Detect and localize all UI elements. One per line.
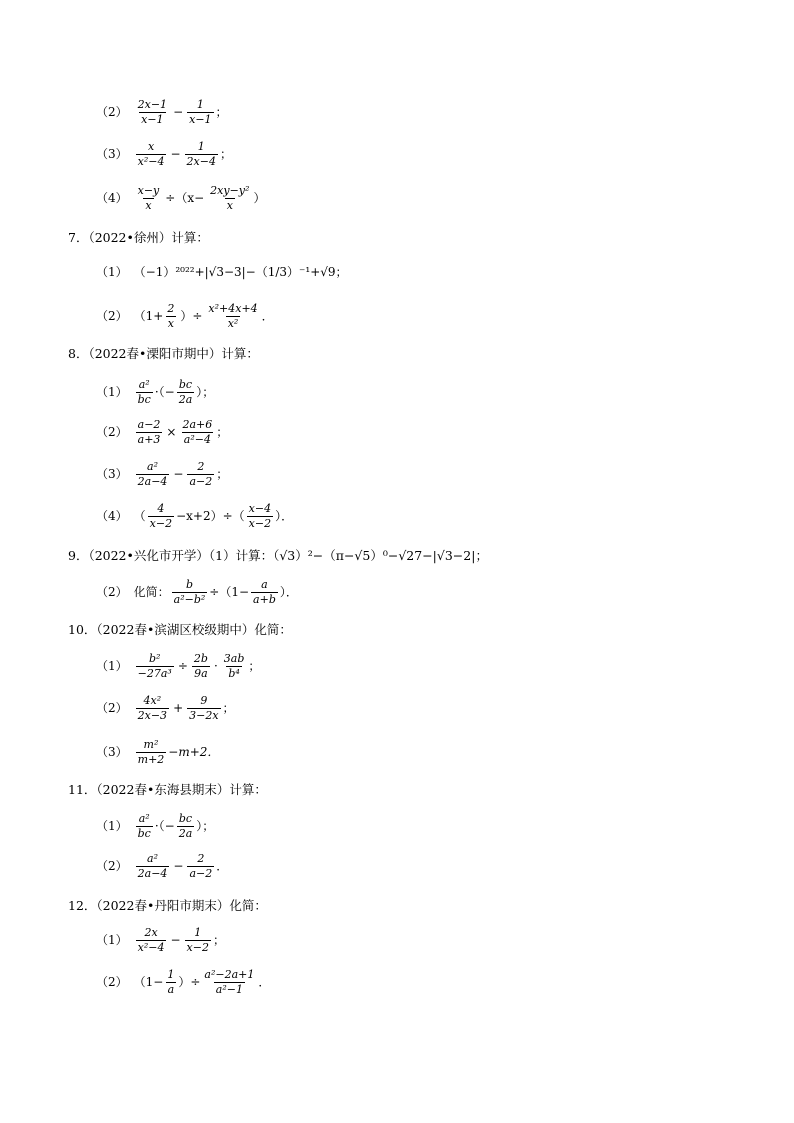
- fraction: $\frac{2}{x}$: [167, 302, 175, 330]
- fraction: $\frac{\text{2xy−y²}}{x}$: [210, 184, 250, 212]
- fraction: $\frac{2}{a-2}$: [189, 852, 213, 880]
- fraction: $\frac{\text{a²−2a+1}}{\text{a²−1}}$: [204, 968, 255, 996]
- fraction: $\frac{3ab}{\text{b⁴}}$: [223, 652, 245, 680]
- q10-item-1: （1） $\frac{\text{b²}}{\text{−27a³}}$ ÷ $\frac{2b}{9a}$ · $\frac{3ab}{\text{b⁴}}$ ；: [96, 652, 261, 680]
- q9-item-2: （2） 化简： $\frac{b}{\text{a²−b²}}$ ÷（1− $\frac{a}{a+b}$ ）．: [96, 578, 298, 606]
- prev-item-2: （2） $\frac{2x-1}{x-1}$ − $\frac{1}{x-1}$ ；: [96, 98, 228, 126]
- fraction: $\frac{1}{x-2}$: [186, 926, 209, 954]
- fraction: $\frac{\text{x²+4x+4}}{\text{x²}}$: [208, 302, 258, 330]
- fraction: $\frac{\text{4x²}}{2x-3}$: [137, 694, 168, 722]
- fraction: $\frac{1}{x-1}$: [189, 98, 212, 126]
- fraction: $\frac{2b}{9a}$: [193, 652, 208, 680]
- fraction: $\frac{bc}{2a}$: [178, 812, 193, 840]
- question-11-heading: 11．（2022春•东海县期末）计算：: [68, 782, 267, 797]
- question-12-heading: 12．（2022春•丹阳市期末）化简：: [68, 898, 267, 913]
- question-9-heading: 9．（2022•兴化市开学）（1）计算：（√3）²−（π−√5）⁰−√27−|√3−2|；: [68, 548, 488, 563]
- fraction: $\frac{9}{3-2x}$: [189, 694, 219, 722]
- q7-item-2: （2） （1+ $\frac{2}{x}$ ）÷ $\frac{\text{x²+4x+4}}{\text{x²}}$ ．: [96, 302, 274, 330]
- fraction: $\frac{x}{\text{x²−4}}$: [137, 140, 165, 168]
- fraction: $\frac{bc}{2a}$: [178, 378, 193, 406]
- question-8-heading: 8．（2022春•溧阳市期中）计算：: [68, 346, 259, 361]
- prev-item-4: （4） $\frac{x-y}{x}$ ÷（x− $\frac{\text{2xy−y²}}{x}$ ）: [96, 184, 266, 212]
- fraction: $\frac{\text{a²}}{bc}$: [137, 378, 151, 406]
- prev-item-3: （3） $\frac{x}{\text{x²−4}}$ − $\frac{1}{2x-4}$ ；: [96, 140, 232, 168]
- fraction: $\frac{\text{a²}}{bc}$: [137, 812, 151, 840]
- fraction: $\frac{x-4}{x-2}$: [248, 502, 272, 530]
- fraction: $\frac{\text{m²}}{m+2}$: [137, 738, 165, 766]
- q8-item-2: （2） $\frac{a-2}{a+3}$ × $\frac{2a+6}{\text{a²−4}}$ ；: [96, 418, 229, 446]
- fraction: $\frac{\text{a²}}{2a-4}$: [137, 460, 168, 488]
- fraction: $\frac{2}{a-2}$: [189, 460, 213, 488]
- q10-item-3: （3） $\frac{\text{m²}}{m+2}$ −m+2．: [96, 738, 220, 766]
- fraction: $\frac{\text{b²}}{\text{−27a³}}$: [137, 652, 172, 680]
- q8-item-3: （3） $\frac{\text{a²}}{2a-4}$ − $\frac{2}{a-2}$ ；: [96, 460, 229, 488]
- q8-item-4: （4） （ $\frac{4}{x-2}$ −x+2）÷（ $\frac{x-4}{x-2}$ ）．: [96, 502, 294, 530]
- question-10-heading: 10．（2022春•滨湖区校级期中）化简：: [68, 622, 292, 637]
- fraction: $\frac{a-2}{a+3}$: [137, 418, 161, 446]
- fraction: $\frac{1}{a}$: [167, 968, 175, 996]
- fraction: $\frac{1}{2x-4}$: [186, 140, 216, 168]
- q12-item-2: （2） （1− $\frac{1}{a}$ ）÷ $\frac{\text{a²−2a+1}}{\text{a²−1}}$ ．: [96, 968, 271, 996]
- fraction: $\frac{b}{\text{a²−b²}}$: [173, 578, 206, 606]
- fraction: $\frac{2x-1}{x-1}$: [137, 98, 168, 126]
- fraction: $\frac{x-y}{x}$: [137, 184, 160, 212]
- q11-item-2: （2） $\frac{\text{a²}}{2a-4}$ − $\frac{2}{a-2}$ ．: [96, 852, 229, 880]
- fraction: $\frac{4}{x-2}$: [149, 502, 173, 530]
- q10-item-2: （2） $\frac{\text{4x²}}{2x-3}$ + $\frac{9}{3-2x}$ ；: [96, 694, 235, 722]
- question-7-heading: 7．（2022•徐州）计算：: [68, 230, 209, 245]
- q11-item-1: （1） $\frac{\text{a²}}{bc}$ ·（− $\frac{bc}{2a}$ ）；: [96, 812, 215, 840]
- q12-item-1: （1） $\frac{2x}{\text{x²−4}}$ − $\frac{1}{x-2}$ ；: [96, 926, 225, 954]
- fraction: $\frac{\text{a²}}{2a-4}$: [137, 852, 168, 880]
- fraction: $\frac{2x}{\text{x²−4}}$: [137, 926, 165, 954]
- q8-item-1: （1） $\frac{\text{a²}}{bc}$ ·（− $\frac{bc}{2a}$ ）；: [96, 378, 215, 406]
- fraction: $\frac{a}{a+b}$: [253, 578, 276, 606]
- fraction: $\frac{2a+6}{\text{a²−4}}$: [182, 418, 213, 446]
- q7-item-1: （1） （−1）²⁰²²+|√3−3|−（1/3）⁻¹+√9；: [96, 265, 348, 279]
